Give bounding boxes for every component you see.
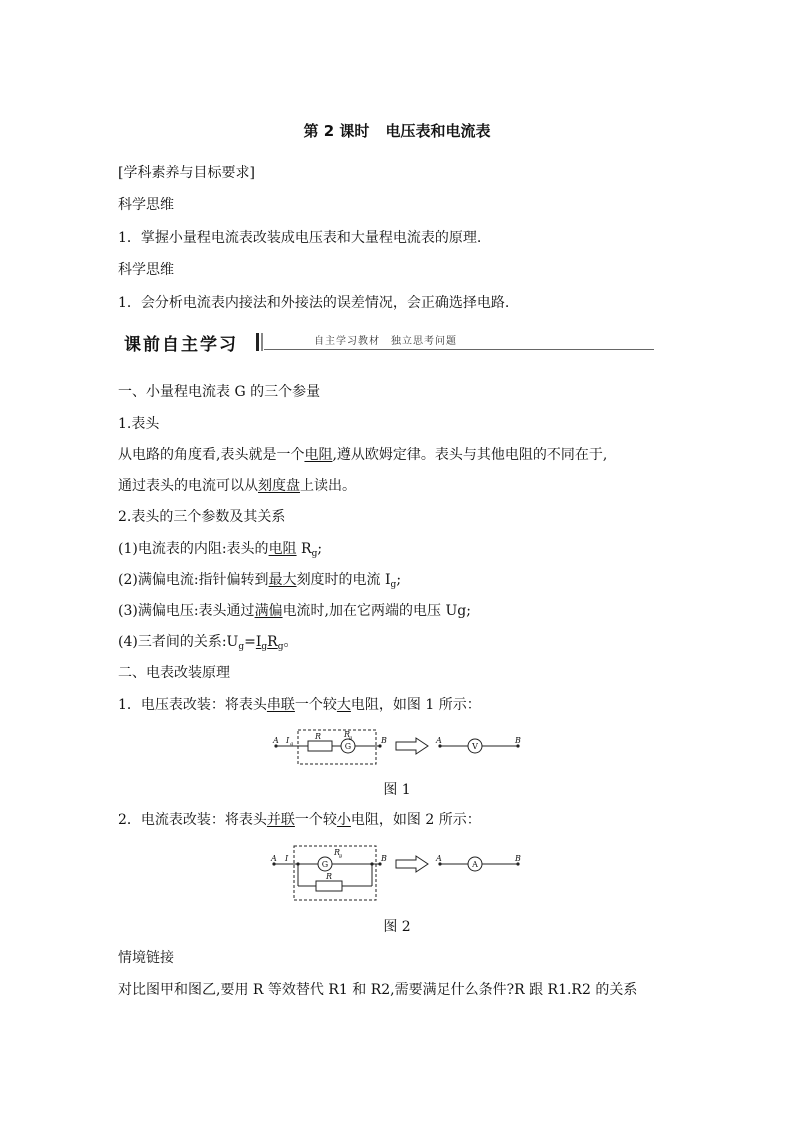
goals-header: [学科素养与目标要求] bbox=[118, 165, 255, 181]
fig1-resistor-R bbox=[308, 741, 332, 751]
fig2-label-I: I bbox=[285, 854, 289, 863]
part1-item1: (1)电流表的内阻:表头的电阻 $R_g$; bbox=[118, 541, 323, 559]
part1-item3: (3)满偏电压:表头通过满偏电流时,加在它两端的电压 Ug; bbox=[118, 603, 471, 619]
banner-divider bbox=[256, 333, 259, 351]
goals-section2-item: 1．会分析电流表内接法和外接法的误差情况，会正确选择电路. bbox=[118, 295, 510, 311]
figure-2-circuit bbox=[268, 842, 530, 904]
fig1-label-B2: B bbox=[515, 736, 521, 745]
banner-divider-light bbox=[261, 333, 263, 351]
fig2-label-B2: B bbox=[515, 854, 521, 863]
fig2-label-A2: A bbox=[436, 854, 442, 863]
banner-title: 课前自主学习 bbox=[124, 335, 238, 355]
section-banner bbox=[118, 330, 654, 355]
part1-paragraph-line1: 从电路的角度看,表头就是一个电阻,遵从欧姆定律。表头与其他电阻的不同在于, bbox=[118, 447, 608, 463]
fig1-label-Ig: I bbox=[286, 736, 290, 745]
fig2-resistor-R bbox=[316, 881, 342, 891]
fig1-label-Rg-sub: g bbox=[349, 735, 353, 741]
fig2-arrow bbox=[396, 856, 428, 872]
goals-section1-label: 科学思维 bbox=[118, 197, 174, 213]
fig1-label-A2: A bbox=[436, 736, 442, 745]
figure-1-circuit bbox=[268, 726, 530, 768]
banner-rule bbox=[264, 349, 654, 350]
fig1-V-symbol: V bbox=[472, 742, 478, 751]
fig1-label-R: R bbox=[315, 732, 322, 741]
part1-item4: (4)三者间的关系$:U_g=I_gR_g$。 bbox=[118, 634, 298, 652]
part2-heading: 二、电表改装原理 bbox=[118, 665, 230, 681]
figure-2-caption: 图 2 bbox=[383, 919, 411, 935]
fig1-label-Ig-sub: g bbox=[290, 741, 294, 747]
fig1-label-B: B bbox=[381, 736, 387, 745]
fig1-label-A: A bbox=[273, 736, 279, 745]
part2-line1: 1．电压表改装：将表头串联一个较大电阻，如图 1 所示： bbox=[118, 697, 481, 713]
banner-subtitle: 自主学习教材 独立思考问题 bbox=[314, 336, 457, 347]
fig2-label-Rg-sub: g bbox=[339, 853, 343, 859]
fig2-label-A: A bbox=[271, 854, 277, 863]
fig2-A-symbol: A bbox=[472, 860, 478, 869]
fig2-label-B: B bbox=[381, 854, 387, 863]
fig1-arrow bbox=[396, 738, 428, 754]
part1-paragraph-line2: 通过表头的电流可以从刻度盘上读出。 bbox=[118, 478, 356, 494]
part1-sub2: 2.表头的三个参数及其关系 bbox=[118, 509, 286, 525]
fig2-G-symbol: G bbox=[321, 860, 329, 869]
part1-heading: 一、小量程电流表 G 的三个参量 bbox=[118, 384, 321, 400]
fig2-label-R: R bbox=[326, 872, 333, 881]
context-label: 情境链接 bbox=[118, 950, 174, 966]
part1-sub1: 1.表头 bbox=[118, 416, 160, 432]
context-text: 对比图甲和图乙,要用 R 等效替代 R1 和 R2,需要满足什么条件?R 跟 R1.R2 的关系 bbox=[118, 982, 638, 998]
part2-line2: 2．电流表改装：将表头并联一个较小电阻，如图 2 所示： bbox=[118, 812, 481, 828]
goals-section1-item: 1．掌握小量程电流表改装成电压表和大量程电流表的原理. bbox=[118, 230, 482, 246]
fig2-label-Rg: R bbox=[334, 848, 341, 857]
page-title: 第 2 课时 电压表和电流表 bbox=[303, 122, 491, 140]
fig1-label-Rg: R bbox=[344, 730, 351, 739]
goals-section2-label: 科学思维 bbox=[118, 262, 174, 278]
part1-item2: (2)满偏电流:指针偏转到最大刻度时的电流 $I_g$; bbox=[118, 572, 402, 590]
figure-1-caption: 图 1 bbox=[383, 782, 411, 798]
fig1-G-symbol: G bbox=[344, 742, 352, 751]
